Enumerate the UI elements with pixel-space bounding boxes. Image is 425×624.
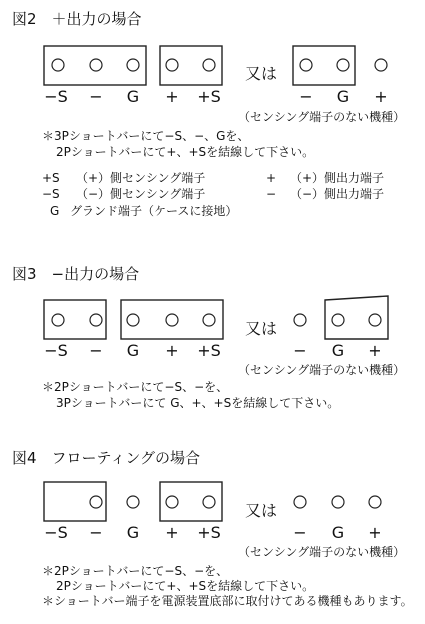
- fig2-label-minus-s: −S: [44, 87, 68, 106]
- fig4-label-minus: −: [89, 523, 103, 542]
- fig3-terminal-plus: [166, 314, 178, 326]
- fig4-label-minus-s: −S: [44, 523, 68, 542]
- fig3-alt-terminal-minus: [294, 314, 306, 326]
- fig3-alt-label-plus: +: [368, 341, 382, 360]
- fig3-terminal-plus-s: [203, 314, 215, 326]
- fig3-alt-caption: （センシング端子のない機種）: [238, 363, 406, 377]
- fig2-label-plus: +: [165, 87, 179, 106]
- fig3-alt-terminal-g: [332, 314, 344, 326]
- fig2-label-minus: −: [89, 87, 103, 106]
- fig2-alt-label-g: G: [336, 87, 350, 106]
- fig2-legend-desc-g: グランド端子（ケースに接地）: [70, 204, 238, 218]
- fig2-legend-desc-plus: （+）側出力端子: [290, 171, 385, 185]
- fig4-alt-label-minus: −: [293, 523, 307, 542]
- fig2-terminal-plus-s: [203, 59, 215, 71]
- fig2-label-plus-s: +S: [197, 87, 221, 106]
- fig4-alt-label-g: G: [331, 523, 345, 542]
- fig3-terminal-minus-s: [52, 314, 64, 326]
- fig3-alt-label-g: G: [331, 341, 345, 360]
- fig3-label-minus-s: −S: [44, 341, 68, 360]
- fig2-alt-label-minus: −: [299, 87, 313, 106]
- fig3-note-1: ＊2Pショートバーにて−S、−を、: [42, 380, 229, 394]
- fig2-terminal-minus-s: [52, 59, 64, 71]
- fig4-terminal-minus: [90, 496, 102, 508]
- fig4-alt-terminal-g: [332, 496, 344, 508]
- fig2-legend-desc-plus-s: （+）側センシング端子: [76, 171, 206, 185]
- fig2-alt-label-plus: +: [374, 87, 388, 106]
- fig2-legend-sym-minus-s: −S: [42, 187, 60, 201]
- fig2-note-1: ＊3Pショートバーにて−S、−、Gを、: [42, 129, 250, 143]
- fig2-note-2: 2Pショートバーにて+、+Sを結線して下さい。: [56, 145, 315, 159]
- fig2-alt-terminal-g: [337, 59, 349, 71]
- fig4-label-plus-s: +S: [197, 523, 221, 542]
- fig3-label-plus: +: [165, 341, 179, 360]
- fig2-alt-terminal-minus: [300, 59, 312, 71]
- fig4-alt-terminal-minus: [294, 496, 306, 508]
- fig2-legend-sym-g: G: [50, 204, 60, 218]
- fig3-label-minus: −: [89, 341, 103, 360]
- fig2-legend-sym-minus: −: [266, 187, 277, 201]
- fig4-title: 図4 フローティングの場合: [12, 449, 201, 467]
- fig3-note-2: 3Pショートバーにて G、+、+Sを結線して下さい。: [56, 396, 340, 410]
- fig3-label-plus-s: +S: [197, 341, 221, 360]
- fig2-terminal-plus: [166, 59, 178, 71]
- fig4-terminal-plus-s: [203, 496, 215, 508]
- fig3-label-g: G: [126, 341, 140, 360]
- fig4-alt-caption: （センシング端子のない機種）: [238, 545, 406, 559]
- fig2-title: 図2 ＋出力の場合: [12, 10, 142, 28]
- fig2-label-g: G: [126, 87, 140, 106]
- fig2-alt-caption: （センシング端子のない機種）: [238, 110, 406, 124]
- fig4-label-g: G: [126, 523, 140, 542]
- fig2-terminal-g: [127, 59, 139, 71]
- fig3-terminal-minus: [90, 314, 102, 326]
- fig4-alt-terminal-plus: [369, 496, 381, 508]
- fig4-terminal-g: [127, 496, 139, 508]
- fig2-legend-desc-minus: （−）側出力端子: [290, 187, 385, 201]
- fig4-terminal-plus: [166, 496, 178, 508]
- fig4-alt-label-plus: +: [368, 523, 382, 542]
- fig4-or-label: 又は: [245, 501, 278, 520]
- fig2-legend-sym-plus-s: +S: [42, 171, 60, 185]
- fig2-or-label: 又は: [245, 64, 278, 83]
- fig3-alt-label-minus: −: [293, 341, 307, 360]
- fig4-note-3: ＊ショートバー端子を電源装置底部に取付けてある機種もあります。: [42, 594, 413, 608]
- fig4-label-plus: +: [165, 523, 179, 542]
- fig3-title: 図3 −出力の場合: [12, 265, 140, 283]
- fig2-legend-desc-minus-s: （−）側センシング端子: [76, 187, 206, 201]
- fig4-note-2: 2Pショートバーにて+、+Sを結線して下さい。: [56, 579, 315, 593]
- fig3-or-label: 又は: [245, 319, 278, 338]
- fig4-note-1: ＊2Pショートバーにて−S、−を、: [42, 564, 229, 578]
- fig3-terminal-g: [127, 314, 139, 326]
- fig2-alt-terminal-plus: [375, 59, 387, 71]
- fig2-terminal-minus: [90, 59, 102, 71]
- fig2-legend-sym-plus: +: [266, 171, 277, 185]
- fig3-alt-terminal-plus: [369, 314, 381, 326]
